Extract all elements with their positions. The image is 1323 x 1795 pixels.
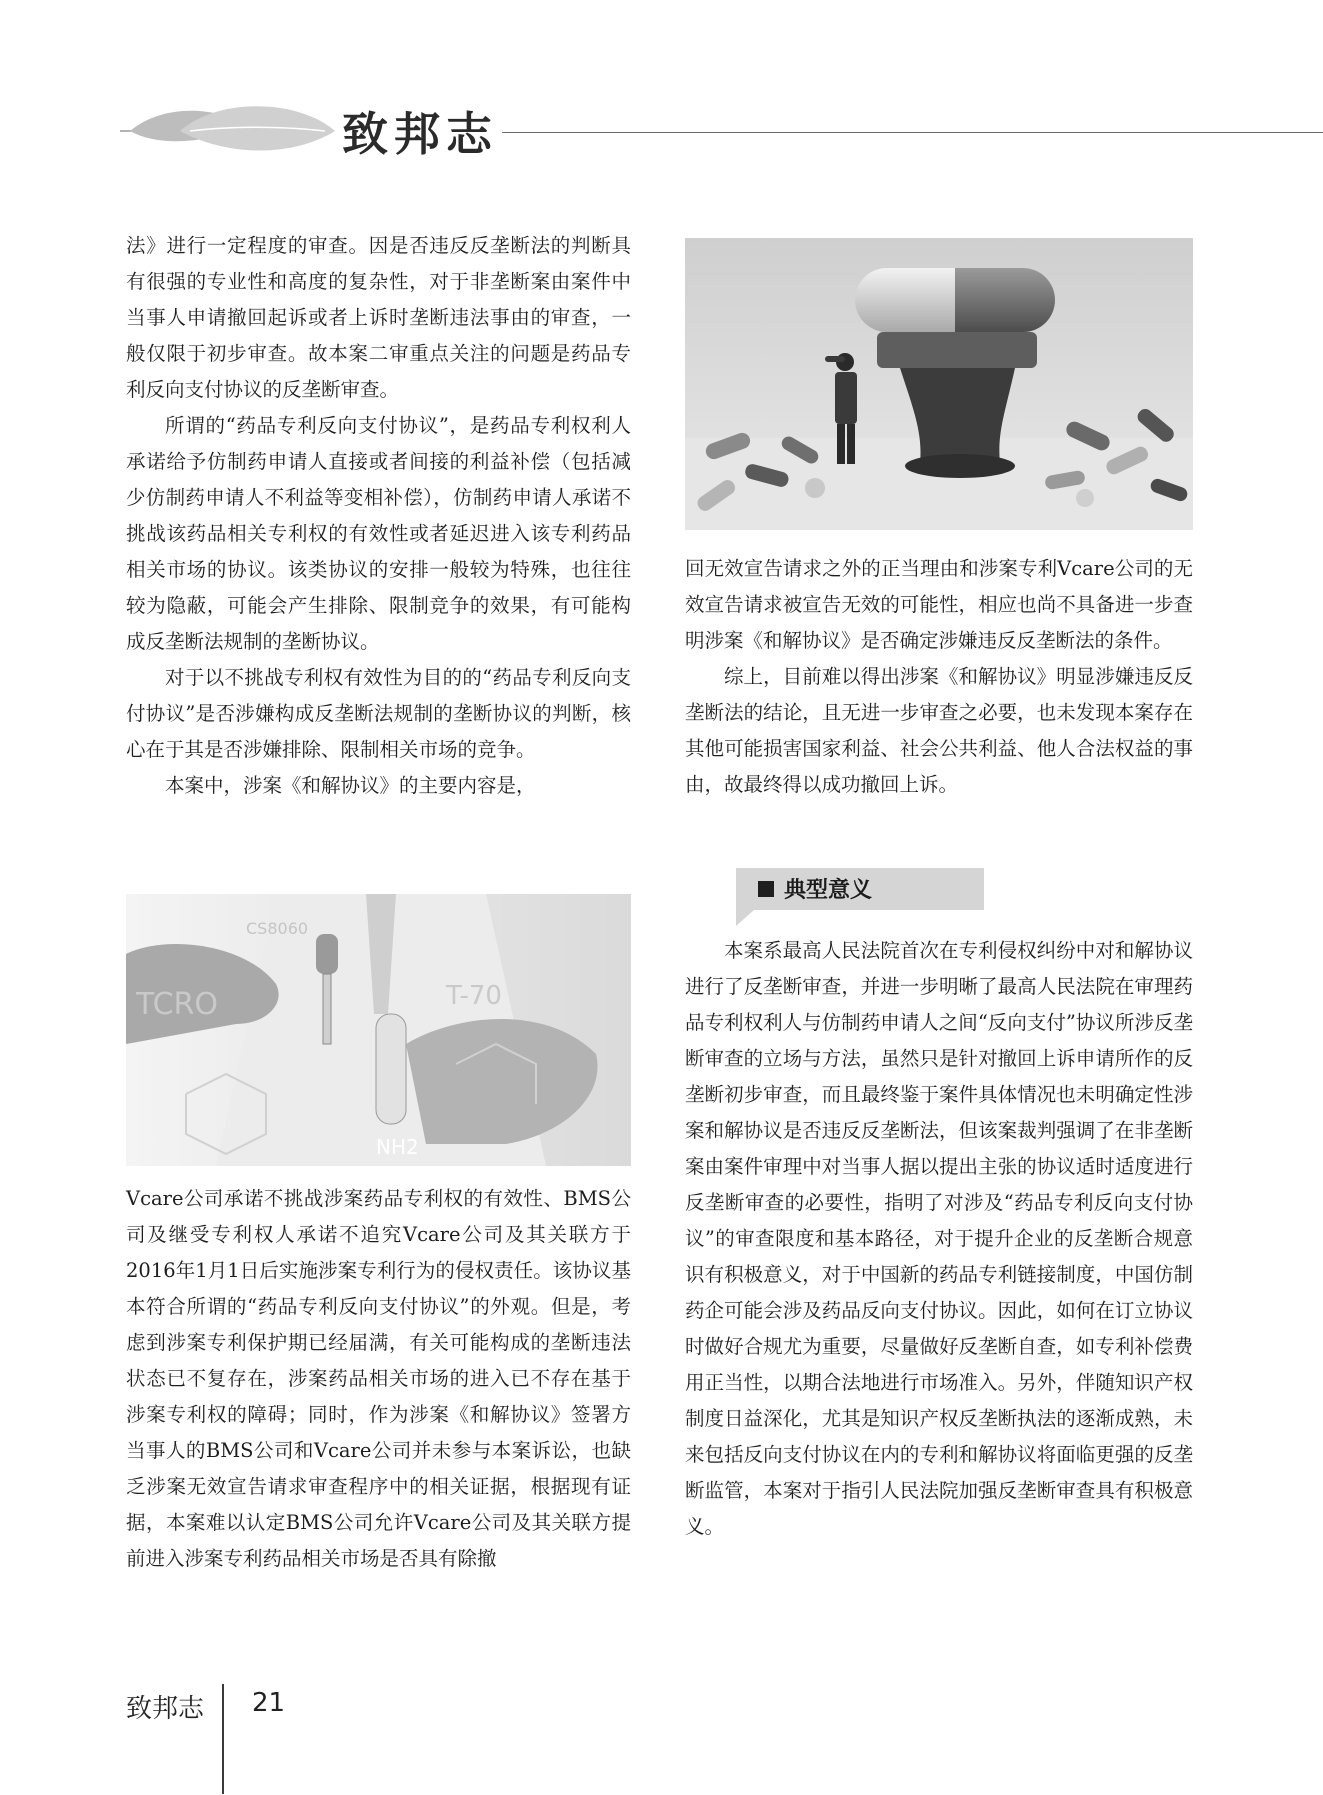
page-number: 21 [252,1688,286,1718]
left-paragraph-1: 法》进行一定程度的审查。因是否违反反垄断法的判断具有很强的专业性和高度的复杂性，对于非垄断案由案件中当事人申请撤回起诉或者上诉时垄断违法事由的审查，一般仅限于初步审查。故本案二审重点关注的问题是药品专利反向支付协议的反垄断审查。 [126,234,631,401]
pills-figurine-illustration [685,238,1193,530]
leaf-ornament-icon [120,96,340,166]
page-header [120,96,1323,168]
left-column-upper [126,228,631,804]
left-paragraph-2: 所谓的“药品专利反向支付协议”，是药品专利权利人承诺给予仿制药申请人直接或者间接的利益补偿（包括减少仿制药申请人不利益等变相补偿），仿制药申请人承诺不挑战该药品相关专利权的有效性或者延迟进入该专利药品相关市场的协议。该类协议的安排一般较为特殊，也往往较为隐蔽，可能会产生排除、限制竞争的效果，有可能构成反垄断法规制的垄断协议。 [126,414,631,653]
lab-dropper-photo [126,894,631,1166]
header-rule [502,132,1323,133]
masthead-title: 致邦志 [342,107,498,161]
section-heading-tail [736,910,754,926]
overlay-label-4: NH2 [376,1135,419,1159]
left-paragraph-4: 本案中，涉案《和解协议》的主要内容是， [165,774,536,797]
pills-figurine-photo [685,238,1193,530]
footer-publication-name: 致邦志 [126,1694,205,1724]
overlay-label-1: CS8060 [246,919,309,938]
left-paragraph-3: 对于以不挑战专利权有效性为目的的“药品专利反向支付协议”是否涉嫌构成反垄断法规制的垄断协议的判断，核心在于其是否涉嫌排除、限制相关市场的竞争。 [126,666,631,761]
right-paragraph-2: 综上，目前难以得出涉案《和解协议》明显涉嫌违反反垄断法的结论，且无进一步审查之必要，也未发现本案存在其他可能损害国家利益、社会公共利益、他人合法权益的事由，故最终得以成功撤回上诉。 [685,665,1193,796]
right-paragraph-1: 回无效宣告请求之外的正当理由和涉案专利Vcare公司的无效宣告请求被宣告无效的可能性，相应也尚不具备进一步查明涉案《和解协议》是否确定涉嫌违反反垄断法的条件。 [685,557,1193,652]
left-column-lower [126,1181,631,1577]
section-square-icon [758,881,774,897]
section-title: 典型意义 [784,878,873,903]
right-column-upper [685,551,1193,803]
overlay-label-2: TCRO [136,987,218,1022]
left-paragraph-5: Vcare公司承诺不挑战涉案药品专利权的有效性、BMS公司及继受专利权人承诺不追究Vcare公司及其关联方于2016年1月1日后实施涉案专利行为的侵权责任。该协议基本符合所谓的“药品专利反向支付协议”的外观。但是，考虑到涉案专利保护期已经届满，有关可能构成的垄断违法状态已不复存在，涉案药品相关市场的进入已不存在基于涉案专利权的障碍；同时，作为涉案《和解协议》签署方当事人的BMS公司和Vcare公司并未参与本案诉讼，也缺乏涉案无效宣告请求审查程序中的相关证据，根据现有证据，本案难以认定BMS公司允许Vcare公司及其关联方提前进入涉案专利药品相关市场是否具有除撤 [126,1187,631,1570]
right-paragraph-3: 本案系最高人民法院首次在专利侵权纠纷中对和解协议进行了反垄断审查，并进一步明晰了最高人民法院在审理药品专利权利人与仿制药申请人之间“反向支付”协议所涉反垄断审查的立场与方法，虽然只是针对撤回上诉申请所作的反垄断初步审查，而且最终鉴于案件具体情况也未明确定性涉案和解协议是否违反反垄断法，但该案裁判强调了在非垄断案由案件审理中对当事人据以提出主张的协议适时适度进行反垄断审查的必要性，指明了对涉及“药品专利反向支付协议”的审查限度和基本路径，对于提升企业的反垄断合规意识有积极意义，对于中国新的药品专利链接制度，中国仿制药企可能会涉及药品反向支付协议。因此，如何在订立协议时做好合规尤为重要，尽量做好反垄断自查，如专利补偿费用正当性，以期合法地进行市场准入。另外，伴随知识产权制度日益深化，尤其是知识产权反垄断执法的逐渐成熟，未来包括反向支付协议在内的专利和解协议将面临更强的反垄断监管，本案对于指引人民法院加强反垄断审查具有积极意义。 [685,939,1193,1538]
section-heading [736,868,984,910]
lab-dropper-illustration [126,894,631,1166]
overlay-label-3: T-70 [446,981,502,1011]
footer-divider [222,1684,224,1794]
right-column-lower [685,933,1193,1545]
